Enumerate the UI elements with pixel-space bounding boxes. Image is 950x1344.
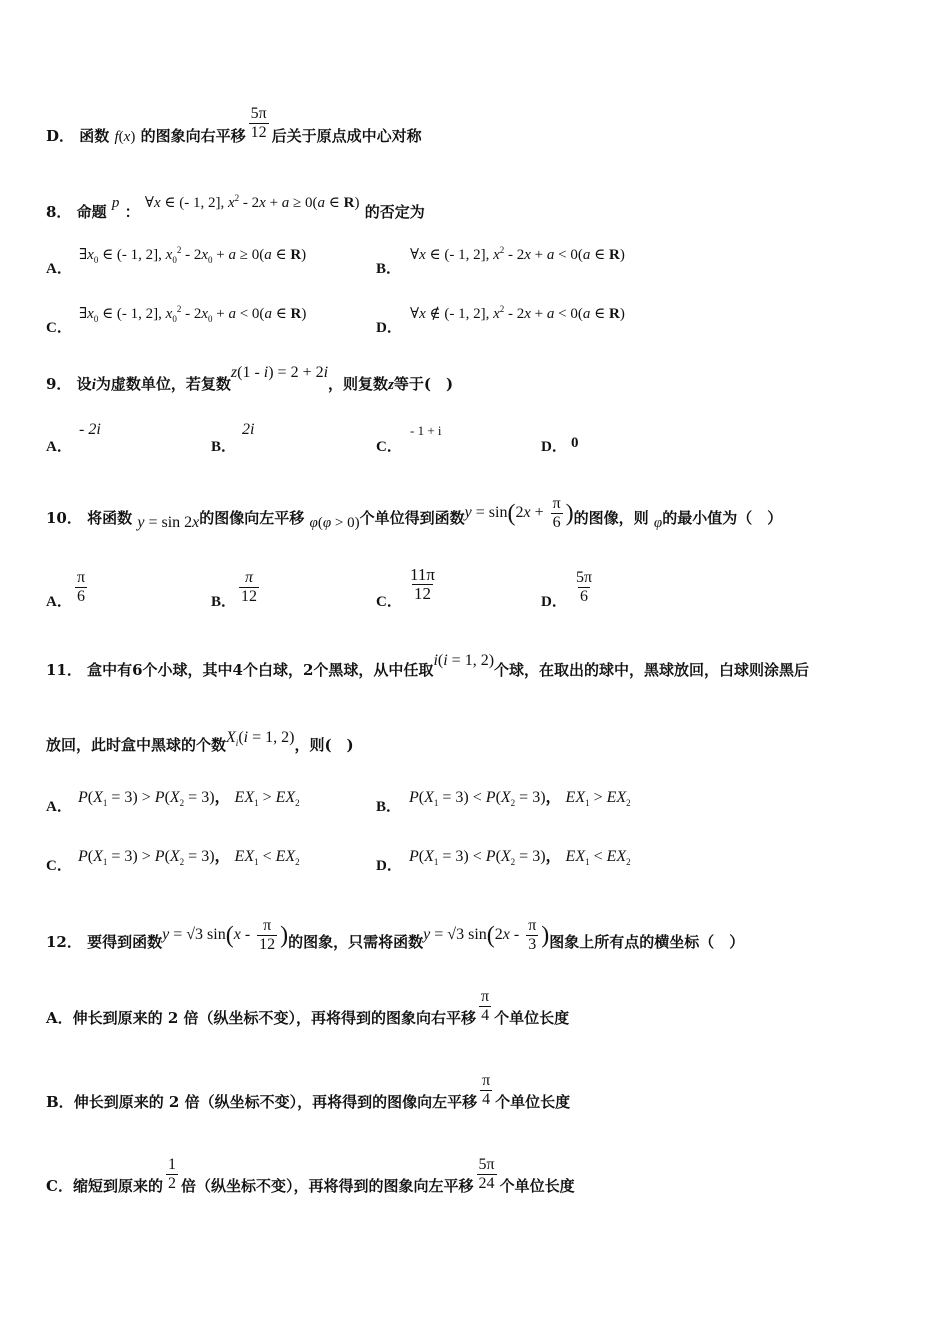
q12-option-a-text-1: 伸长到原来的 2 倍（纵坐标不变），再将得到的图象向右平移 (72, 1009, 477, 1027)
math-proposition: ∀x ∈ (- 1, 2], $x^2 - 2x + a \ge 0(a$ ∈ R) (144, 193, 360, 211)
q10-option-c-fraction: $\frac{11\pi}{12}$ (410, 565, 435, 603)
q12-stem (46, 916, 745, 963)
q10-option-d-label: D． (541, 594, 567, 610)
option-label: B． (46, 1093, 74, 1111)
q12-option-c-text-3: 个单位长度 (499, 1177, 575, 1195)
q9-option-b-label: B． (211, 439, 237, 455)
q8-option-a-math: $\exists x_0$ ∈ (- 1, 2], $x_0^2 - 2x_0 + a \ge 0(a$ ∈ R) (79, 245, 307, 265)
q12-option-b-text-1: 伸长到原来的 2 倍（纵坐标不变），再将得到的图像向左平移 (73, 1093, 478, 1111)
q9-option-b-value: 2i (242, 421, 255, 438)
q12-stem-text-3: 图象上所有点的横坐标（ ） (549, 933, 745, 951)
q7d-text-2: 的图象向右平移 (140, 127, 246, 145)
var-i: i (91, 377, 96, 393)
q12-stem-text-2: 的图象，只需将函数 (288, 933, 424, 951)
math-equation: z(1 - i) = 2 + 2i (230, 364, 329, 381)
q11-option-c-label: C． (46, 858, 72, 874)
question-number: 8． (46, 203, 72, 221)
q10-option-d-fraction: $\frac{5\pi}{6}$ (576, 569, 593, 605)
q11-stem-text-4: ，则( ) (294, 736, 354, 754)
question-number: 11． (46, 661, 82, 679)
q10-stem (46, 494, 783, 538)
question-number: 12． (46, 933, 82, 951)
q12-stem-text-1: 要得到函数 (87, 933, 163, 951)
math-y-sin2x: y = sin 2x (137, 514, 200, 531)
q9-stem-text-2: 为虚数单位，若复数 (95, 375, 231, 393)
q9-stem-text-1: 设 (76, 375, 92, 393)
math-phi-condition: φ(φ > 0) (309, 515, 360, 531)
math-source-function: y = √3 sin(2x - $\frac{\pi}{3}$ ) (423, 916, 550, 953)
q10-option-c-label: C． (376, 594, 402, 610)
q11-option-b-label: B． (376, 799, 402, 815)
q12-option-c-text-1: 缩短到原来的 (72, 1177, 163, 1195)
fraction: $\frac{5\pi}{24}$ (478, 1155, 495, 1192)
q12-option-a-text-2: 个单位长度 (494, 1009, 570, 1027)
question-number: 10． (46, 509, 82, 527)
q8-option-c-math: $\exists x_0$ ∈ (- 1, 2], $x_0^2 - 2x_0 + a < 0(a$ ∈ R) (79, 304, 307, 324)
q9-stem-text-3: ，则复数 (328, 375, 389, 393)
math-phi: φ (653, 515, 663, 531)
q11-option-d-label: D． (376, 858, 402, 874)
q9-option-d-label: D． (541, 439, 567, 455)
q8-option-b-math: ∀x ∈ (- 1, 2], $x^2 - 2x + a < 0(a$ ∈ R) (410, 245, 625, 263)
q12-option-c (46, 1155, 575, 1196)
question-number: 9． (46, 375, 72, 393)
q10-stem-text-2: 的图像向左平移 (199, 509, 305, 527)
math-shifted-function: y = sin(2x + $\frac{\pi}{6}$ ) (464, 494, 574, 531)
var-p: p (111, 195, 120, 211)
fraction: $\frac{\pi}{4}$ (482, 1071, 491, 1108)
q11-option-a-math: $P(X_1 = 3) > P(X_2 = 3)$， $EX_1 > EX_2$ (78, 789, 300, 809)
math-target-function: y = √3 sin(x - $\frac{\pi}{12}$ ) (162, 916, 289, 953)
q9-option-a-value: - 2i (79, 421, 101, 438)
math-fx: f(x) (114, 129, 136, 145)
var-z: z (388, 377, 394, 393)
q8-option-a-label: A． (46, 261, 72, 277)
option-label: A． (46, 1009, 73, 1027)
q11-option-d-math: $P(X_1 = 3) < P(X_2 = 3)$， $EX_1 < EX_2$ (409, 848, 631, 868)
q12-option-b (46, 1071, 571, 1112)
q7-option-d (46, 104, 422, 147)
q10-stem-text-1: 将函数 (87, 509, 133, 527)
math-i-range: i(i = 1, 2) (433, 652, 495, 669)
q11-stem-line-2 (46, 729, 354, 761)
q11-stem-line-1 (46, 652, 810, 681)
option-label: D． (46, 127, 75, 145)
q11-option-b-math: $P(X_1 = 3) < P(X_2 = 3)$， $EX_1 > EX_2$ (409, 789, 631, 809)
option-label: C． (46, 1177, 73, 1195)
q11-stem-text-1: 盒中有6个小球，其中4个白球，2个黑球，从中任取 (87, 661, 434, 679)
q9-option-d-value: 0 (571, 435, 579, 451)
q9-option-c-label: C． (376, 439, 402, 455)
q11-option-c-math: $P(X_1 = 3) > P(X_2 = 3)$， $EX_1 < EX_2$ (78, 848, 300, 868)
q10-option-a-fraction: $\frac{\pi}{6}$ (77, 569, 86, 605)
q7d-text-1: 函数 (79, 127, 110, 145)
fraction: $\frac{5\pi}{12}$ (250, 104, 267, 141)
q7d-text-3: 后关于原点成中心对称 (271, 127, 422, 145)
q8-option-b-label: B． (376, 261, 402, 277)
q8-stem-text-1: 命题 (76, 203, 107, 221)
q11-stem-text-3: 放回，此时盒中黑球的个数 (46, 736, 227, 754)
q8-option-c-label: C． (46, 320, 72, 336)
q12-option-b-text-2: 个单位长度 (495, 1093, 571, 1111)
q8-stem-text-2: 的否定为 (364, 203, 425, 221)
q10-stem-text-3: 个单位得到函数 (359, 509, 465, 527)
q10-option-b-label: B． (211, 594, 237, 610)
fraction: $\frac{1}{2}$ (167, 1155, 176, 1192)
q9-stem-text-4: 等于( ) (393, 375, 454, 393)
q8-option-d-math: ∀x ∉ (- 1, 2], $x^2 - 2x + a < 0(a$ ∈ R) (410, 304, 625, 322)
q12-option-c-text-2: 倍（纵坐标不变），再将得到的图象向左平移 (180, 1177, 474, 1195)
q9-option-a-label: A． (46, 439, 72, 455)
math-xi: $X_i(i = 1$, 2) (226, 729, 295, 749)
q8-option-d-label: D． (376, 320, 402, 336)
q11-stem-text-2: 个球，在取出的球中，黑球放回，白球则涂黑后 (494, 661, 810, 679)
q10-stem-text-4: 的图像，则 (573, 509, 649, 527)
q10-stem-text-5: 的最小值为（ ） (662, 509, 783, 527)
q9-stem (46, 364, 454, 395)
fraction: $\frac{\pi}{4}$ (481, 987, 490, 1024)
colon: ： (124, 203, 140, 221)
q11-option-a-label: A． (46, 799, 72, 815)
q8-stem (46, 193, 425, 223)
q10-option-a-label: A． (46, 594, 72, 610)
q9-option-c-value: - 1 + i (410, 423, 442, 438)
q10-option-b-fraction: $\frac{\pi}{12}$ (241, 569, 257, 605)
q12-option-a (46, 987, 570, 1028)
